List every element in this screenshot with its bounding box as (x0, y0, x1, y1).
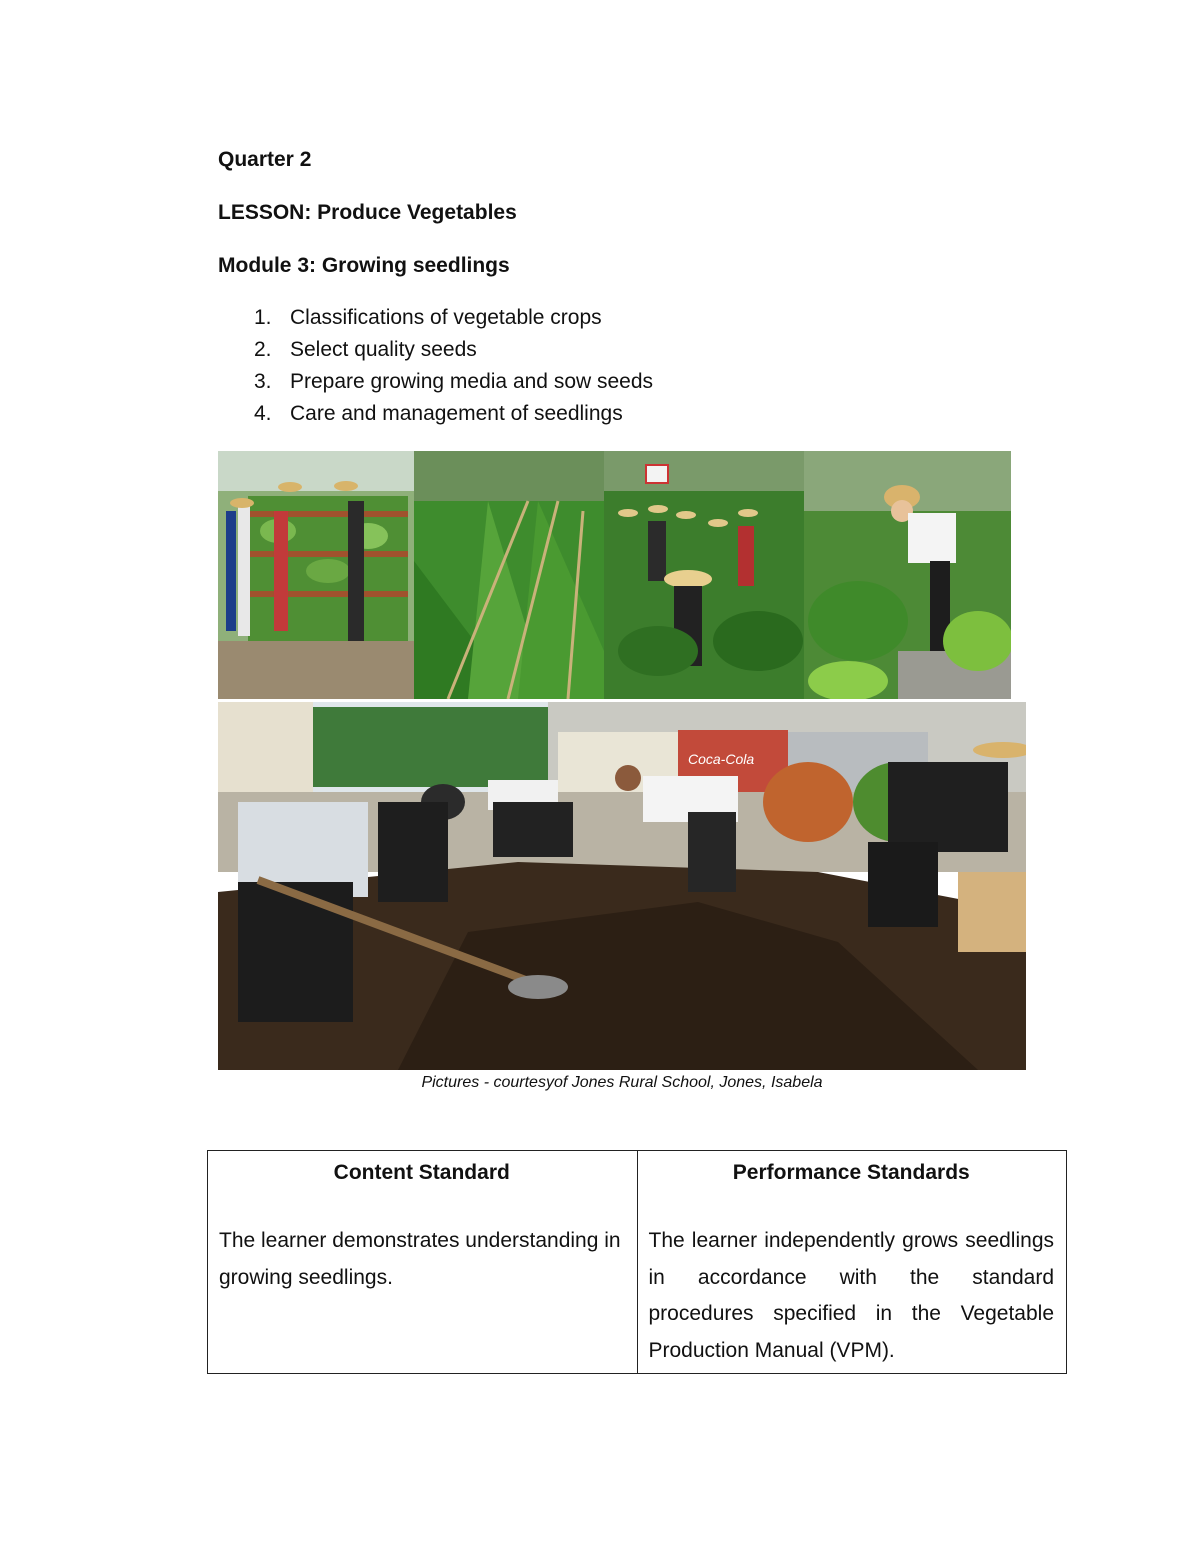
list-item: 2. Select quality seeds (254, 338, 477, 361)
list-item: 1. Classifications of vegetable crops (254, 306, 602, 329)
photo-seedling-rows (414, 451, 604, 699)
list-item: 3. Prepare growing media and sow seeds (254, 370, 654, 393)
coca-cola-sign: Coca-Cola (688, 751, 755, 767)
seedlings-photo-collage (218, 451, 1011, 699)
soil-mixing-photo (218, 702, 1026, 1070)
photo-nursery-racks (218, 451, 414, 699)
content-standard-text: The learner demonstrates understanding in growing seedlings. (208, 1213, 638, 1374)
performance-standards-text: The learner independently grows seedlings in accordance with the standard procedures specified in the Vegetable Production Manual (VPM). (637, 1213, 1067, 1374)
topics-list (218, 302, 653, 430)
list-item: 4. Care and management of seedlings (254, 402, 623, 425)
module-title: Module 3: Growing seedlings (218, 254, 510, 277)
content-standard-header: Content Standard (208, 1151, 638, 1214)
quarter-title: Quarter 2 (218, 148, 312, 171)
standards-table (207, 1150, 1067, 1374)
photo-student-garden (804, 451, 1011, 699)
performance-standards-header: Performance Standards (637, 1151, 1067, 1214)
photo-caption: Pictures - courtesyof Jones Rural School, Jones, Isabela (421, 1074, 823, 1091)
lesson-title: LESSON: Produce Vegetables (218, 201, 517, 224)
photo-field-workers (604, 451, 804, 699)
